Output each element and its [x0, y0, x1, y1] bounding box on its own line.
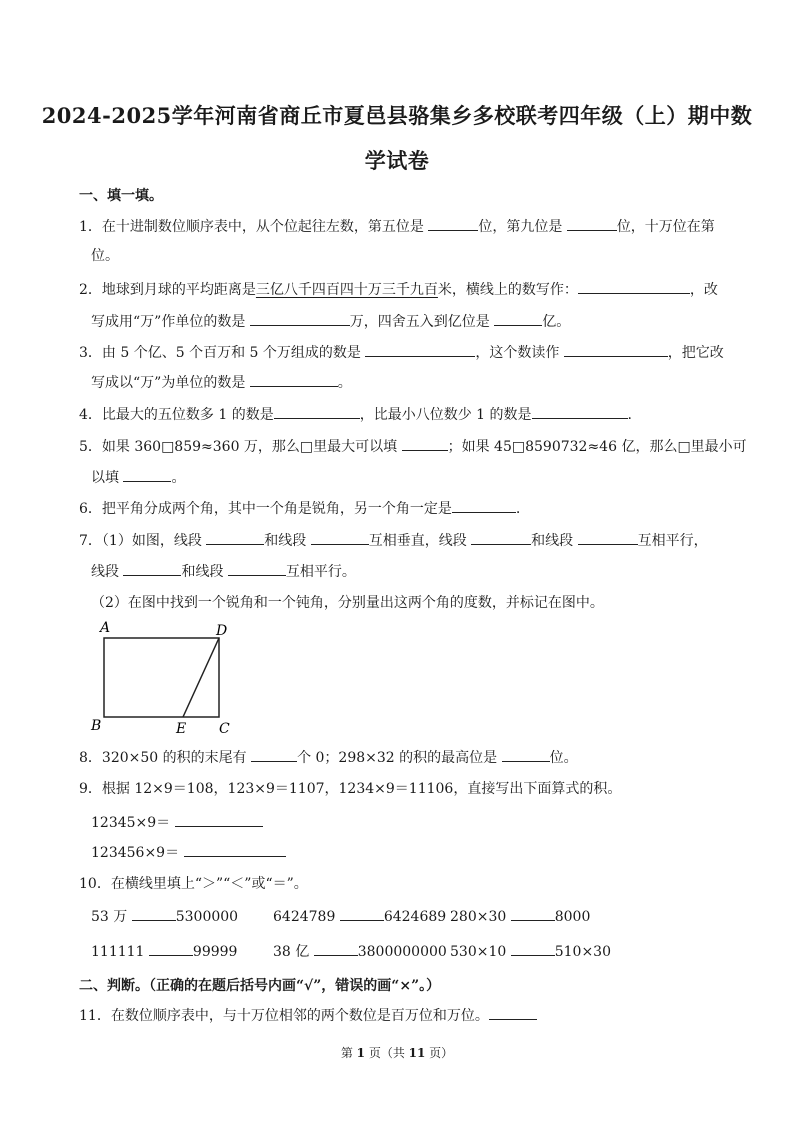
- question-text: .: [515, 501, 521, 517]
- comparison-item: 530×10 510×30: [450, 941, 611, 962]
- question-text: 10．在横线里填上“＞”“＜”或“＝”。: [79, 876, 308, 892]
- question-text: 7．（1）如图，线段: [79, 533, 207, 549]
- question-6: [79, 498, 719, 519]
- question-text: 和线段: [181, 564, 228, 580]
- answer-blank[interactable]: [402, 436, 448, 451]
- question-9-expr2: [91, 842, 731, 863]
- question-3-cont: [91, 372, 731, 393]
- question-text: 位。: [549, 750, 578, 766]
- answer-blank[interactable]: [228, 561, 286, 576]
- question-text: 123456×9＝: [91, 845, 184, 861]
- answer-blank[interactable]: [132, 906, 176, 921]
- total-page-count: 11: [408, 1046, 426, 1060]
- question-text: 写成用“万”作单位的数是: [91, 314, 250, 330]
- answer-blank[interactable]: [149, 941, 193, 956]
- answer-blank[interactable]: [251, 747, 297, 762]
- question-text: 2．地球到月球的平均距离是: [79, 282, 256, 298]
- label-a: A: [100, 620, 111, 636]
- answer-blank[interactable]: [567, 216, 617, 231]
- question-text: ，把它改: [667, 345, 724, 361]
- question-text: 个 0；298×32 的积的最高位是: [297, 750, 502, 766]
- label-b: B: [91, 718, 102, 734]
- question-text: 位，十万位在第: [616, 219, 715, 235]
- question-text: 。: [337, 375, 352, 391]
- question-text: （2）在图中找到一个锐角和一个钝角，分别量出这两个角的度数，并标记在图中。: [91, 595, 604, 611]
- question-1: [79, 216, 719, 237]
- question-text: 写成以“万”为单位的数是: [91, 375, 250, 391]
- question-7-part2: [91, 593, 731, 613]
- comparison-item: 6424789 6424689: [273, 906, 446, 927]
- question-text: 亿。: [542, 314, 571, 330]
- question-text: 9．根据 12×9＝108，123×9＝1107，1234×9＝11106，直接写出下面算式的积。: [79, 781, 622, 797]
- answer-blank[interactable]: [175, 812, 263, 827]
- current-page-number: 1: [356, 1046, 365, 1060]
- answer-blank[interactable]: [489, 1005, 537, 1020]
- answer-blank[interactable]: [502, 747, 550, 762]
- exam-title-line2: 学试卷: [364, 148, 430, 173]
- question-text: 和线段: [531, 533, 578, 549]
- answer-blank[interactable]: [494, 311, 542, 326]
- answer-blank[interactable]: [311, 530, 369, 545]
- answer-blank[interactable]: [123, 467, 171, 482]
- answer-blank[interactable]: [564, 342, 668, 357]
- question-7: [79, 530, 719, 551]
- question-text: 6．把平角分成两个角，其中一个角是锐角，另一个角一定是: [79, 501, 452, 517]
- rectangle-figure: [86, 618, 246, 738]
- answer-blank[interactable]: [511, 906, 555, 921]
- question-text: 12345×9＝: [91, 815, 175, 831]
- answer-blank[interactable]: [511, 941, 555, 956]
- answer-blank[interactable]: [578, 279, 690, 294]
- question-text: 。: [171, 470, 186, 486]
- comparison-item: 280×30 8000: [450, 906, 590, 927]
- answer-blank[interactable]: [428, 216, 478, 231]
- label-c: C: [219, 721, 230, 737]
- question-text: 1．在十进制数位顺序表中，从个位起往左数，第五位是: [79, 219, 429, 235]
- question-text: 以填: [91, 470, 124, 486]
- question-text: 互相平行，: [637, 533, 708, 549]
- question-2: [79, 279, 719, 300]
- question-5-cont: [91, 467, 731, 488]
- question-text: .: [627, 407, 632, 423]
- question-9: [79, 779, 719, 799]
- answer-blank[interactable]: [340, 906, 384, 921]
- answer-blank[interactable]: [532, 404, 628, 419]
- question-text: 米，横线上的数写作：: [437, 282, 578, 298]
- comparison-item: 111111 99999: [91, 941, 237, 962]
- question-3: [79, 342, 724, 363]
- answer-blank[interactable]: [123, 561, 181, 576]
- question-text: 位。: [91, 248, 119, 264]
- answer-blank[interactable]: [206, 530, 264, 545]
- answer-blank[interactable]: [250, 311, 350, 326]
- comparison-item: 53 万 5300000: [91, 906, 238, 927]
- question-1-cont: [91, 246, 731, 266]
- label-d: D: [216, 623, 228, 639]
- question-text: ，这个数读作: [475, 345, 564, 361]
- question-5: [79, 436, 747, 457]
- section-fill-in-heading: 一、填一填。: [79, 188, 163, 204]
- question-text: 位，第九位是: [478, 219, 567, 235]
- answer-blank[interactable]: [274, 404, 360, 419]
- question-text: 互相平行。: [285, 564, 356, 580]
- question-text: ，改: [689, 282, 718, 298]
- question-11: [79, 1005, 719, 1026]
- question-text: 3．由 5 个亿、5 个百万和 5 个万组成的数是: [79, 345, 366, 361]
- question-text: 和线段: [264, 533, 311, 549]
- question-10: [79, 874, 719, 894]
- answer-blank[interactable]: [471, 530, 531, 545]
- answer-blank[interactable]: [578, 530, 638, 545]
- answer-blank[interactable]: [452, 498, 516, 513]
- section-judge-heading: 二、判断。（正确的在题后括号内画“√”，错误的画“×”。）: [79, 978, 441, 994]
- question-text: 线段: [91, 564, 124, 580]
- question-4: [79, 404, 719, 425]
- question-text: 4．比最大的五位数多 1 的数是: [79, 407, 274, 423]
- question-text: 11．在数位顺序表中，与十万位相邻的两个数位是百万位和万位。: [79, 1008, 489, 1024]
- underlined-number-words: 三亿八千四百四十万三千九百: [255, 282, 438, 298]
- question-text: ；如果 45□8590732≈46 亿，那么□里最小可: [447, 439, 747, 455]
- question-2-cont: [91, 311, 731, 332]
- question-8: [79, 747, 719, 768]
- segment-de: [183, 638, 219, 717]
- answer-blank[interactable]: [184, 842, 286, 857]
- question-7-cont: [91, 561, 731, 582]
- exam-title-line1: 2024-2025学年河南省商丘市夏邑县骆集乡多校联考四年级（上）期中数: [41, 103, 753, 128]
- answer-blank[interactable]: [314, 941, 358, 956]
- answer-blank[interactable]: [365, 342, 475, 357]
- question-text: ，比最小八位数少 1 的数是: [359, 407, 532, 423]
- label-e: E: [176, 721, 187, 737]
- question-text: 万，四舍五入到亿位是: [349, 314, 495, 330]
- question-text: 8．320×50 的积的末尾有: [79, 750, 252, 766]
- comparison-item: 38 亿 3800000000: [273, 941, 447, 962]
- question-text: 互相垂直，线段: [368, 533, 472, 549]
- question-text: 5．如果 360□859≈360 万，那么□里最大可以填: [79, 439, 402, 455]
- answer-blank[interactable]: [250, 372, 338, 387]
- question-9-expr1: [91, 812, 731, 833]
- page-footer: 第 1 页（共 11 页）: [340, 1046, 454, 1060]
